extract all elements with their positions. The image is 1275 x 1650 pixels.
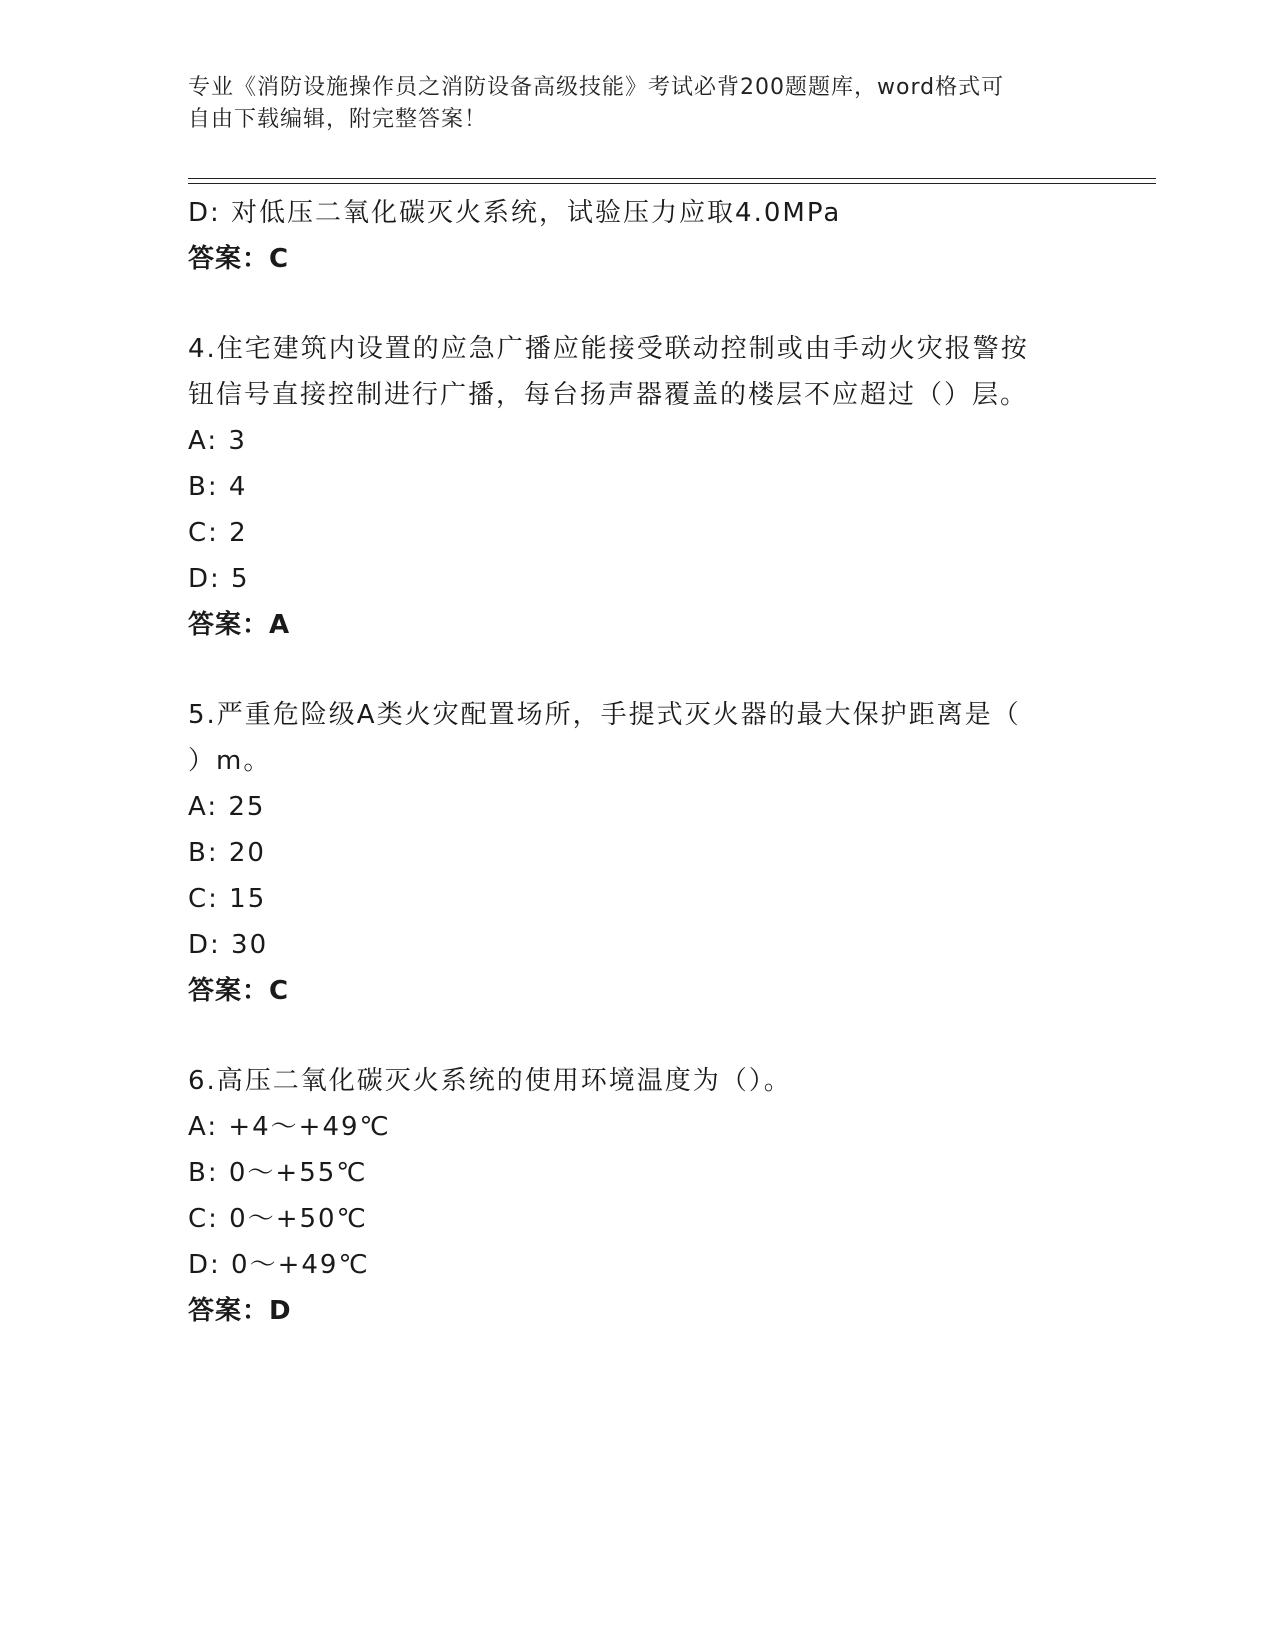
question-4-answer: 答案：A	[188, 610, 291, 640]
question-4-text-2: 钮信号直接控制进行广播，每台扬声器覆盖的楼层不应超过（）层。	[188, 380, 1029, 410]
question-4-option-c: C: 2	[188, 518, 248, 548]
question-5-text-1: 5.严重危险级A类火灾配置场所，手提式灭火器的最大保护距离是（	[188, 700, 1021, 730]
prev-answer: 答案：C	[188, 244, 290, 274]
question-6	[188, 1058, 1068, 1334]
question-6-option-d: D: 0～+49℃	[188, 1250, 370, 1280]
header-line-2: 自由下载编辑，附完整答案！	[188, 107, 488, 132]
question-4-option-b: B: 4	[188, 472, 248, 502]
question-4-option-a: A: 3	[188, 426, 247, 456]
document-header	[188, 72, 1068, 136]
header-rule-bottom	[188, 183, 1156, 184]
question-4-option-d: D: 5	[188, 564, 250, 594]
question-6-text-1: 6.高压二氧化碳灭火系统的使用环境温度为（）。	[188, 1066, 792, 1096]
question-4-text-1: 4.住宅建筑内设置的应急广播应能接受联动控制或由手动火灾报警按	[188, 334, 1029, 364]
question-5-answer: 答案：C	[188, 976, 290, 1006]
question-6-option-a: A: +4～+49℃	[188, 1112, 391, 1142]
question-5-text-2: ）m。	[188, 746, 272, 776]
prev-option-d: D: 对低压二氧化碳灭火系统，试验压力应取4.0MPa	[188, 198, 842, 228]
question-6-answer: 答案：D	[188, 1296, 292, 1326]
question-5-option-b: B: 20	[188, 838, 266, 868]
question-5-option-d: D: 30	[188, 930, 269, 960]
question-5-option-a: A: 25	[188, 792, 266, 822]
header-rule-top	[188, 178, 1156, 179]
question-content	[188, 190, 1068, 1334]
question-6-option-b: B: 0～+55℃	[188, 1158, 368, 1188]
header-line-1: 专业《消防设施操作员之消防设备高级技能》考试必背200题题库，word格式可	[188, 75, 1005, 100]
question-6-option-c: C: 0～+50℃	[188, 1204, 368, 1234]
question-5-option-c: C: 15	[188, 884, 267, 914]
question-5	[188, 692, 1068, 1014]
question-4	[188, 326, 1068, 648]
